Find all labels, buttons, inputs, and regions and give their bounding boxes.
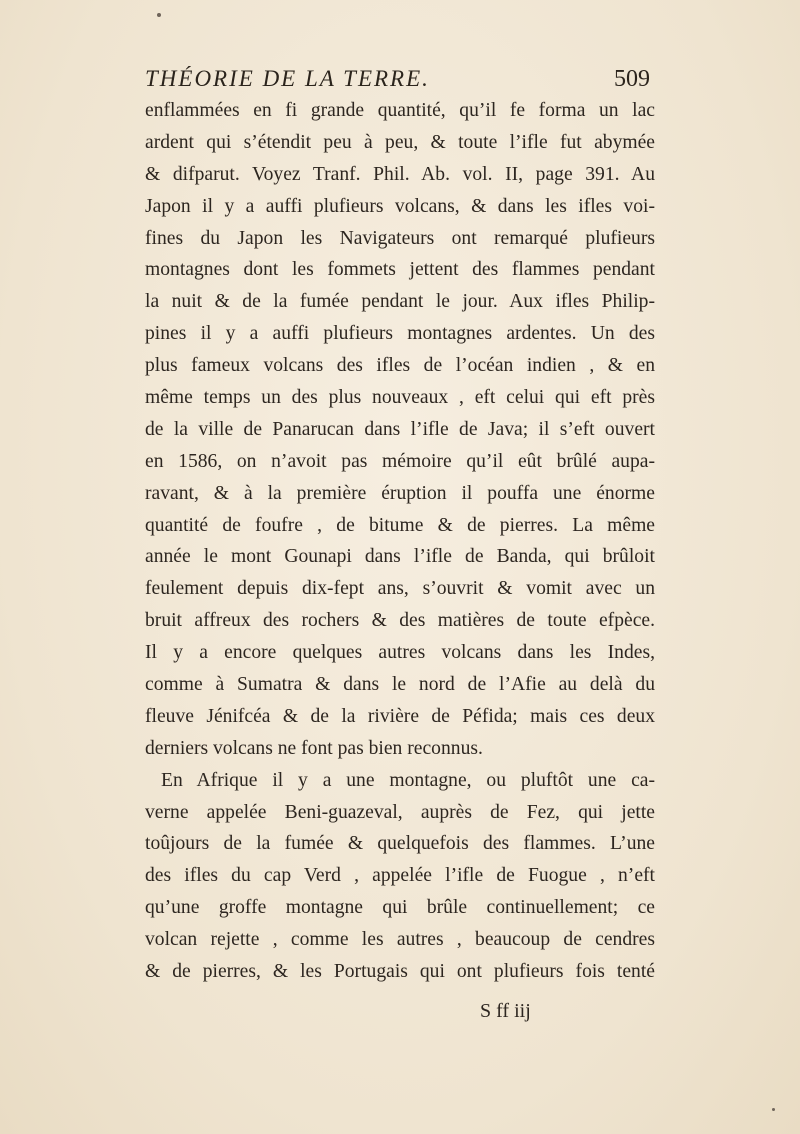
text-line: toûjours de la fumée & quelquefois des flammes. L’une: [145, 833, 655, 855]
text-line: de la ville de Panarucan dans l’ifle de Java; il s’eft ouvert: [145, 418, 655, 440]
text-line: ravant, & à la première éruption il pouffa une énorme: [145, 482, 655, 504]
text-line: En Afrique il y a une montagne, ou pluftôt une ca-: [161, 769, 655, 791]
signature-mark: S ff iij: [480, 1000, 531, 1022]
paper-speck: [772, 1108, 775, 1111]
text-line: montagnes dont les fommets jettent des flammes pendant: [145, 259, 655, 281]
text-line: même temps un des plus nouveaux , eft celui qui eft près: [145, 387, 655, 409]
text-line: fines du Japon les Navigateurs ont remarqué plufieurs: [145, 227, 655, 249]
page-number: 509: [614, 66, 650, 92]
text-line: feulement depuis dix-fept ans, s’ouvrit & vomit avec un: [145, 578, 655, 600]
text-line: pines il y a auffi plufieurs montagnes ardentes. Un des: [145, 323, 655, 345]
text-line: qu’une groffe montagne qui brûle continuellement; ce: [145, 897, 655, 919]
text-line: comme à Sumatra & dans le nord de l’Afie au delà du: [145, 674, 655, 696]
text-line: la nuit & de la fumée pendant le jour. Aux ifles Philip-: [145, 291, 655, 313]
text-line: ardent qui s’étendit peu à peu, & toute l’ifle fut abymée: [145, 131, 655, 153]
text-line: des ifles du cap Verd , appelée l’ifle de Fuogue , n’eft: [145, 865, 655, 887]
paper-speck: [157, 13, 161, 17]
text-line: verne appelée Beni-guazeval, auprès de Fez, qui jette: [145, 801, 655, 823]
text-line: quantité de foufre , de bitume & de pierres. La même: [145, 514, 655, 536]
text-line: fleuve Jénifcéa & de la rivière de Péfida; mais ces deux: [145, 705, 655, 727]
text-line: volcan rejette , comme les autres , beaucoup de cendres: [145, 929, 655, 951]
text-line: & de pierres, & les Portugais qui ont plufieurs fois tenté: [145, 961, 655, 983]
text-line: enflammées en fi grande quantité, qu’il fe forma un lac: [145, 100, 655, 121]
running-head: THÉORIE DE LA TERRE.: [145, 66, 430, 91]
page-header: [145, 66, 650, 96]
text-line: Japon il y a auffi plufieurs volcans, & dans les ifles voi-: [145, 195, 655, 217]
text-line: année le mont Gounapi dans l’ifle de Banda, qui brûloit: [145, 546, 655, 568]
text-line: en 1586, on n’avoit pas mémoire qu’il eût brûlé aupa-: [145, 450, 655, 472]
text-line: plus fameux volcans des ifles de l’océan indien , & en: [145, 355, 655, 377]
text-line: derniers volcans ne font pas bien reconnus.: [145, 737, 483, 759]
body-text: [145, 95, 655, 988]
text-line: Il y a encore quelques autres volcans dans les Indes,: [145, 642, 655, 664]
text-line: bruit affreux des rochers & des matières de toute efpèce.: [145, 610, 655, 632]
text-line: & difparut. Voyez Tranf. Phil. Ab. vol. II, page 391. Au: [145, 163, 655, 185]
